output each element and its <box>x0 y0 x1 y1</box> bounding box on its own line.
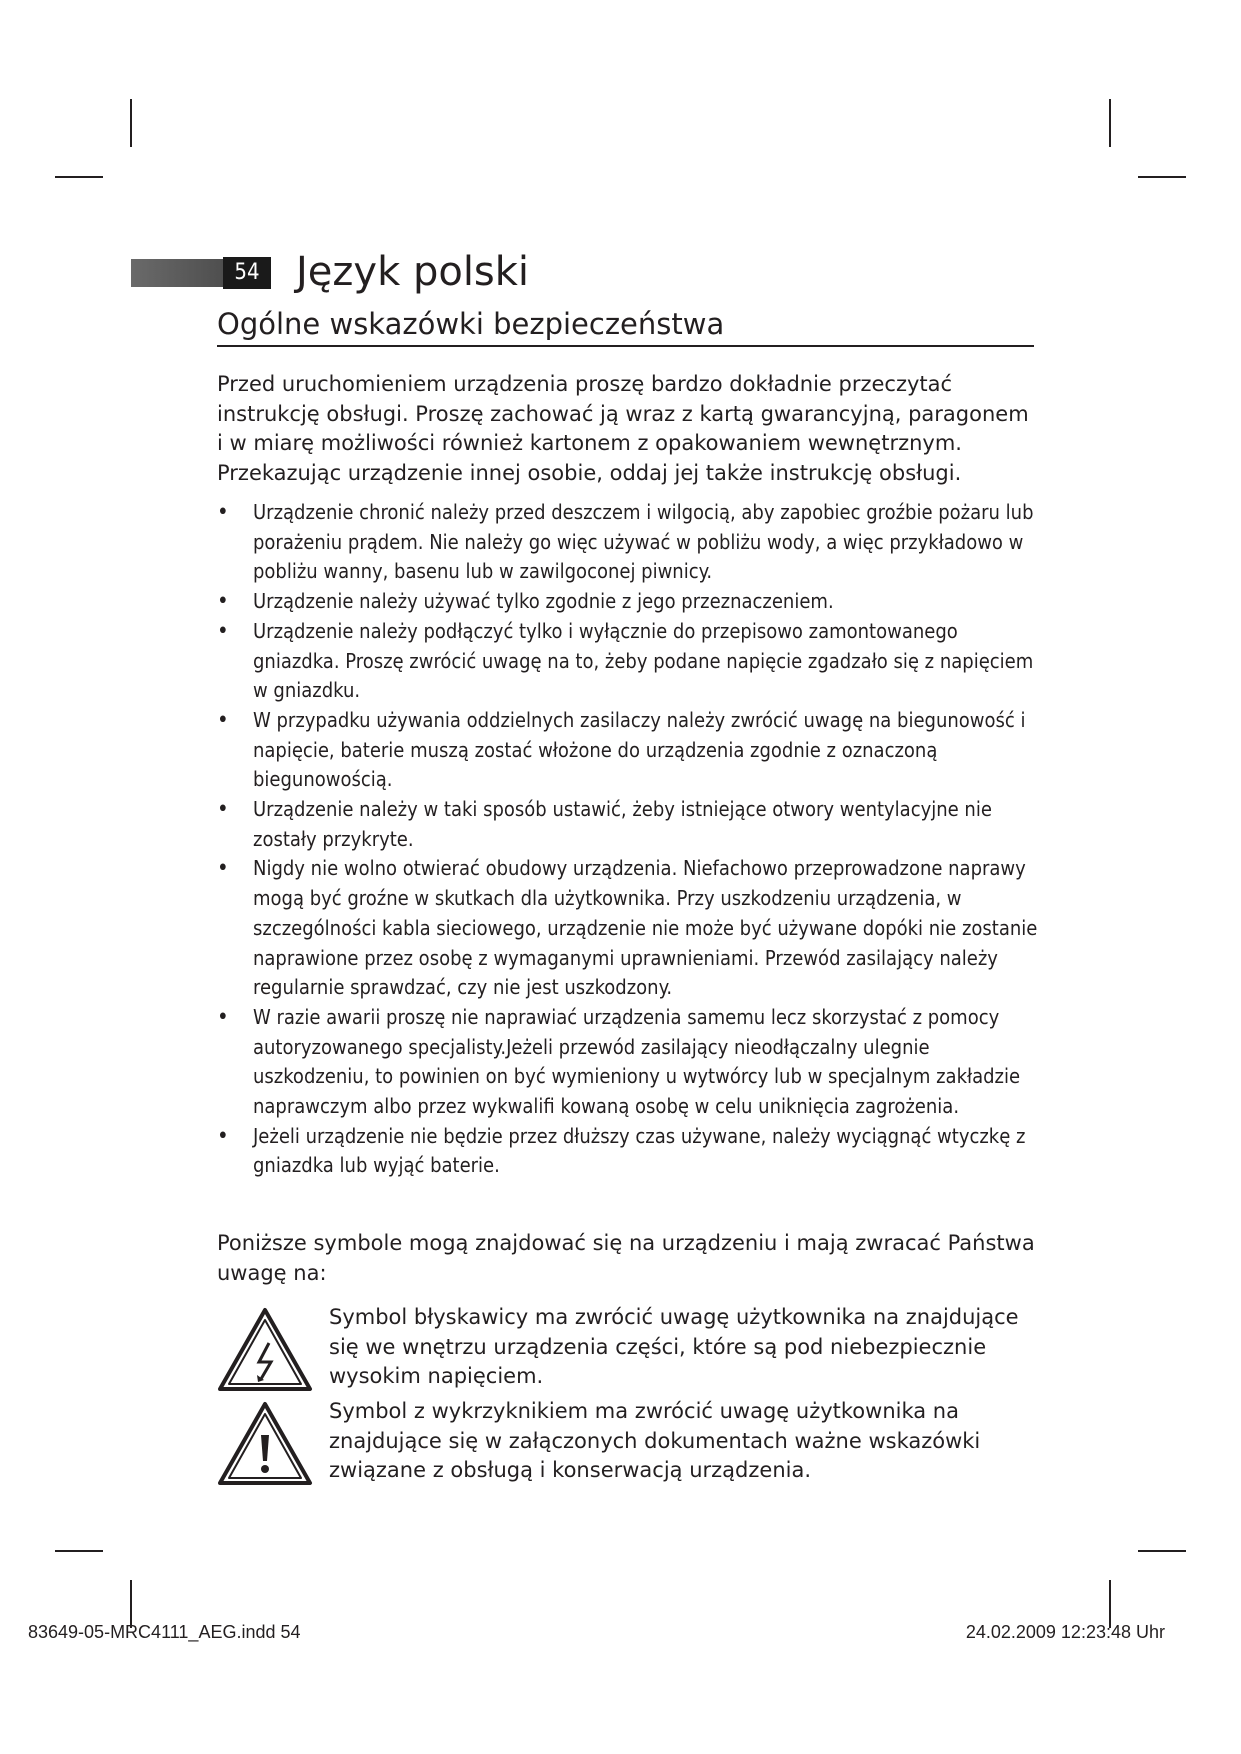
crop-mark-bottom-left-horizontal <box>55 1550 103 1552</box>
crop-mark-top-right-vertical <box>1109 99 1111 147</box>
page-number: 54 <box>223 257 271 289</box>
section-title: Ogólne wskazówki bezpieczeństwa <box>217 307 725 341</box>
lightning-symbol-text: Symbol błyskawicy ma zwrócić uwagę użytkownika na znajdujące się we wnętrzu urządzenia części, które są pod niebezpiecznie wysokim napięciem. <box>329 1305 1019 1388</box>
crop-mark-top-left-horizontal <box>55 176 103 178</box>
crop-mark-top-left-vertical <box>130 99 132 147</box>
list-item: • Nigdy nie wolno otwierać obudowy urządzenia. Niefachowo przeprowadzone naprawy mogą być groźne w skutkach dla użytkownika. Przy uszkodzeniu urządzenia, w szczególności kabla sieciowego, urządzenie nie może być używane dopóki nie zostanie naprawione przez osobę z wymaganymi uprawnieniami. Przewód zasilający należy regularnie sprawdzać, czy nie jest uszkodzony. <box>217 854 1047 1003</box>
intro-paragraph: Przed uruchomieniem urządzenia proszę bardzo dokładnie przeczytać instrukcję obsługi. Proszę zachować ją wraz z kartą gwarancyjną, paragonem i w miarę możliwości również kartonem z opakowaniem wewnętrznym. Przekazując urządzenie innej osobie, oddaj jej także instrukcję obsługi. <box>217 372 1029 485</box>
list-item: • Jeżeli urządzenie nie będzie przez dłuższy czas używane, należy wyciągnąć wtyczkę z gniazdka lub wyjąć baterie. <box>217 1122 1047 1181</box>
footer-timestamp: 24.02.2009 12:23:48 Uhr <box>965 1622 1165 1642</box>
safety-list <box>217 498 1047 1181</box>
title-divider <box>217 345 1034 347</box>
crop-mark-bottom-right-horizontal <box>1138 1550 1186 1552</box>
crop-mark-bottom-right-vertical <box>1109 1580 1111 1628</box>
crop-mark-bottom-left-vertical <box>130 1580 132 1628</box>
language-title: Język polski <box>296 249 530 295</box>
crop-mark-top-right-horizontal <box>1138 176 1186 178</box>
list-item: • Urządzenie chronić należy przed deszczem i wilgocią, aby zapobiec groźbie pożaru lub porażeniu prądem. Nie należy go więc używać w pobliżu wody, a więc przykładowo w pobliżu wanny, basenu lub w zawilgoconej piwnicy. <box>217 498 1047 587</box>
list-item: • Urządzenie należy podłączyć tylko i wyłącznie do przepisowo zamontowanego gniazdka. Proszę zwrócić uwagę na to, żeby podane napięcie zgadzało się z napięciem w gniazdku. <box>217 617 1047 706</box>
lightning-warning-icon <box>217 1307 313 1393</box>
exclamation-symbol-text: Symbol z wykrzyknikiem ma zwrócić uwagę użytkownika na znajdujące się w załączonych dokumentach ważne wskazówki związane z obsługą i konserwacją urządzenia. <box>329 1399 981 1482</box>
exclamation-warning-icon <box>217 1401 313 1487</box>
list-item: • W przypadku używania oddzielnych zasilaczy należy zwrócić uwagę na biegunowość i napięcie, baterie muszą zostać włożone do urządzenia zgodnie z oznaczoną biegunowością. <box>217 706 1047 795</box>
symbols-intro: Poniższe symbole mogą znajdować się na urządzeniu i mają zwracać Państwa uwagę na: <box>217 1231 1035 1285</box>
footer-file-info: 83649-05-MRC4111_AEG.indd 54 <box>28 1622 301 1642</box>
list-item: • W razie awarii proszę nie naprawiać urządzenia samemu lecz skorzystać z pomocy autoryzowanego specjalisty.Jeżeli przewód zasilający nieodłączalny ulegnie uszkodzeniu, to powinien on być wymieniony u wytwórcy lub w specjalnym zakładzie naprawczym albo przez wykwalifi kowaną osobę w celu uniknięcia zagrożenia. <box>217 1003 1047 1122</box>
list-item: • Urządzenie należy używać tylko zgodnie z jego przeznaczeniem. <box>217 587 1047 617</box>
list-item: • Urządzenie należy w taki sposób ustawić, żeby istniejące otwory wentylacyjne nie zostały przykryte. <box>217 795 1047 854</box>
